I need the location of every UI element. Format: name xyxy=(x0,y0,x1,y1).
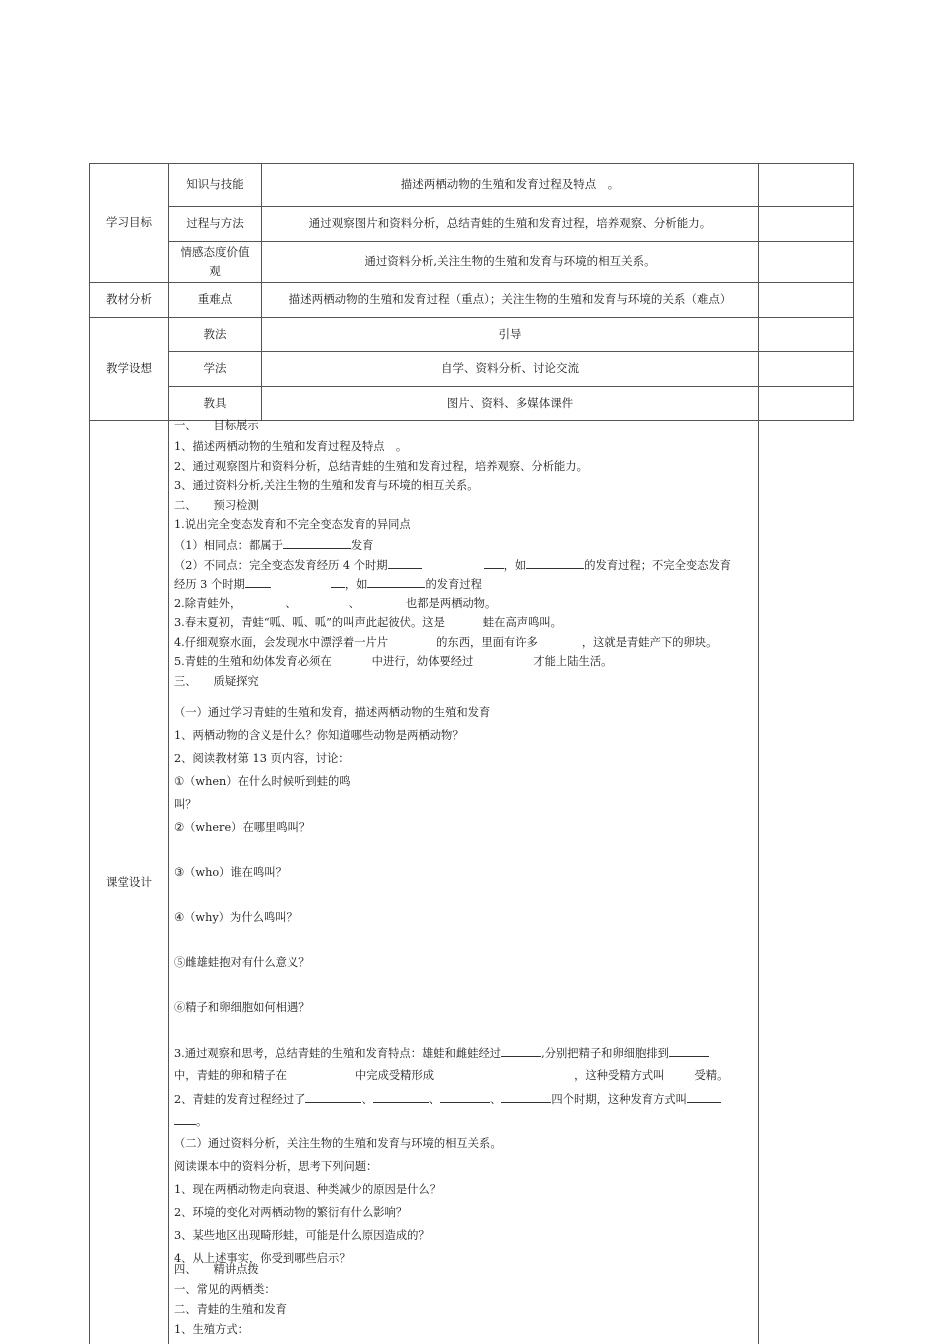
question: 1.说出完全变态发育和不完全变态发育的异同点 xyxy=(174,518,411,531)
question-text: ,分别把精子和卵细胞排到 xyxy=(541,1047,669,1060)
blank-field[interactable] xyxy=(669,1044,709,1057)
subsection-title: （一）通过学习青蛙的生殖和发育，描述两栖动物的生殖和发育 xyxy=(174,706,491,719)
section-inquiry-title: 三、 质疑探究 xyxy=(174,675,259,688)
analysis-sub-label: 重难点 xyxy=(197,292,233,306)
blank-field[interactable] xyxy=(501,1044,541,1057)
discussion-item: ②（where）在哪里鸣叫？ xyxy=(174,821,311,834)
blank-field[interactable] xyxy=(687,1090,721,1103)
question-line xyxy=(174,1067,728,1083)
design-text-method: 引导 xyxy=(498,326,522,341)
question-text: （2）不同点：完全变态发育经历 4 个时期 xyxy=(174,559,388,572)
goal-item: 1、描述两栖动物的生殖和发育过程及特点 。 xyxy=(174,440,408,453)
question: 2、环境的变化对两栖动物的繁衍有什么影响？ xyxy=(174,1206,408,1219)
question-text: 才能上陆生活。 xyxy=(533,655,613,668)
column-divider xyxy=(758,163,759,1344)
question-text: 经历 3 个时期 xyxy=(174,578,245,591)
question-line xyxy=(174,1112,207,1129)
column-divider xyxy=(168,420,169,1344)
question-line xyxy=(174,1044,709,1061)
question-line xyxy=(174,536,373,553)
question-line xyxy=(174,614,562,630)
key-point: 1、生殖方式： xyxy=(174,1323,249,1336)
blank-field[interactable] xyxy=(373,1090,429,1103)
design-label-tools: 教具 xyxy=(203,395,227,410)
discussion-item: ④（why）为什么鸣叫？ xyxy=(174,911,298,924)
design-text-tools: 图片、资料、多媒体课件 xyxy=(446,395,574,410)
blank-field[interactable] xyxy=(484,556,504,569)
goal-label-attitude-line2: 观 xyxy=(209,263,221,278)
question-text: 也都是两栖动物。 xyxy=(405,597,497,610)
discussion-item: ③（who）谁在鸣叫？ xyxy=(174,866,287,879)
discussion-item: ⑥精子和卵细胞如何相遇？ xyxy=(174,1001,310,1014)
question-text: 中进行，幼体要经过 xyxy=(371,655,474,668)
question-text: 2.除青蛙外， xyxy=(174,597,242,610)
goal-text-process: 通过观察图片和资料分析，总结青蛙的生殖和发育过程，培养观察、分析能力。 xyxy=(308,216,712,230)
question-text: 四个时期，这种发育方式叫 xyxy=(551,1093,687,1106)
blank-field[interactable] xyxy=(440,1090,490,1103)
goals-label: 学习目标 xyxy=(106,215,152,229)
question: 1、两栖动物的含义是什么？你知道哪些动物是两栖动物？ xyxy=(174,729,464,742)
design-label-study: 学法 xyxy=(203,361,227,375)
question-text: 受精。 xyxy=(694,1069,729,1082)
discussion-item: ⑤雌雄蛙抱对有什么意义？ xyxy=(174,956,310,969)
question-text: ，如 xyxy=(344,578,368,591)
question-text: （1）相同点：都属于 xyxy=(174,539,283,552)
goal-item: 3、通过资料分析,关注生物的生殖和发育与环境的相互关系。 xyxy=(174,479,479,492)
key-point: 一、常见的两栖类： xyxy=(174,1283,276,1296)
question-text: 、 xyxy=(285,597,297,610)
question-text: 、 xyxy=(428,1093,441,1106)
analysis-text: 描述两栖动物的生殖和发育过程（重点）；关注生物的生殖和发育与环境的关系（难点） xyxy=(288,292,732,306)
question-text: 5.青蛙的生殖和幼体发育必须在 xyxy=(174,655,332,668)
question-text: 的发育过程；不完全变态发育 xyxy=(584,559,732,572)
question-text: 。 xyxy=(196,1115,208,1128)
goal-label-attitude xyxy=(169,241,261,282)
table-border-right xyxy=(853,163,854,420)
question: 阅读课本中的资料分析，思考下列问题： xyxy=(174,1160,378,1173)
blank-field[interactable] xyxy=(283,536,351,549)
question: 1、现在两栖动物走向衰退、种类减少的原因是什么？ xyxy=(174,1183,442,1196)
question-text: 中完成受精形成 xyxy=(354,1069,435,1082)
question-text: 发育 xyxy=(350,539,374,552)
goal-text-attitude: 通过资料分析,关注生物的生殖和发育与环境的相互关系。 xyxy=(364,254,656,268)
question-text: 3.通过观察和思考，总结青蛙的生殖和发育特点：雄蛙和雌蛙经过 xyxy=(174,1047,502,1060)
question-line xyxy=(174,595,496,611)
question-line xyxy=(174,575,482,592)
question-line xyxy=(174,1090,721,1107)
subsection-title: （二）通过资料分析，关注生物的生殖和发育与环境的相互关系。 xyxy=(174,1137,502,1150)
question-text: 的发育过程 xyxy=(425,578,482,591)
analysis-label: 教材分析 xyxy=(106,292,152,306)
question-text: 、 xyxy=(490,1093,502,1106)
design-label: 教学设想 xyxy=(106,361,152,375)
blank-field[interactable] xyxy=(245,575,271,588)
question-text: 中，青蛙的卵和精子在 xyxy=(174,1069,287,1082)
blank-field[interactable] xyxy=(331,575,345,588)
question-text: ，这种受精方式叫 xyxy=(574,1069,665,1082)
question-text: 2、青蛙的发育过程经过了 xyxy=(174,1093,306,1106)
discussion-item: 叫？ xyxy=(174,798,197,811)
blank-field[interactable] xyxy=(501,1090,551,1103)
blank-field[interactable] xyxy=(367,575,425,588)
question-text: ，这就是青蛙产下的卵块。 xyxy=(581,636,718,649)
question-line xyxy=(174,634,717,650)
question-text: 、 xyxy=(348,597,360,610)
lesson-plan-table xyxy=(89,163,854,1344)
question-line xyxy=(174,653,612,669)
blank-field[interactable] xyxy=(174,1112,196,1125)
question: 2、阅读教材第 13 页内容，讨论： xyxy=(174,752,350,765)
discussion-item: ①（when）在什么时候听到蛙的鸣 xyxy=(174,775,351,788)
goal-label-attitude-line1: 情感态度价值 xyxy=(180,244,250,259)
design-text-study: 自学、资料分析、讨论交流 xyxy=(441,361,579,375)
question: 4、从上述事实，你受到哪些启示？ xyxy=(174,1252,351,1265)
class-design-label: 课堂设计 xyxy=(106,874,152,889)
goal-label-knowledge: 知识与技能 xyxy=(186,177,244,191)
section-preview-title: 二、 预习检测 xyxy=(174,499,259,512)
key-point: 二、青蛙的生殖和发育 xyxy=(174,1303,287,1316)
goal-item: 2、通过观察图片和资料分析，总结青蛙的生殖和发育过程，培养观察、分析能力。 xyxy=(174,460,588,473)
question-text: 蛙在高声鸣叫。 xyxy=(482,616,562,629)
question-text: 4.仔细观察水面，会发现水中漂浮着一片片 xyxy=(174,636,389,649)
blank-field[interactable] xyxy=(388,556,422,569)
question: 3、某些地区出现畸形蛙，可能是什么原因造成的？ xyxy=(174,1229,430,1242)
goal-text-knowledge: 描述两栖动物的生殖和发育过程及特点 。 xyxy=(400,177,620,191)
section-goals-title: 一、 目标展示 xyxy=(174,419,259,432)
goal-label-process: 过程与方法 xyxy=(186,216,244,230)
question-text: ，如 xyxy=(503,559,527,572)
question-text: 的东西，里面有许多 xyxy=(436,636,538,649)
question-line xyxy=(174,556,731,573)
design-label-method: 教法 xyxy=(203,326,227,341)
blank-field[interactable] xyxy=(526,556,584,569)
blank-field[interactable] xyxy=(305,1090,361,1103)
question-text: 、 xyxy=(361,1093,373,1106)
section-key-points-title: 四、 精讲点拨 xyxy=(174,1263,259,1276)
question-text: 3.春末夏初，青蛙“呱、呱、呱”的叫声此起彼伏。这是 xyxy=(174,616,445,629)
